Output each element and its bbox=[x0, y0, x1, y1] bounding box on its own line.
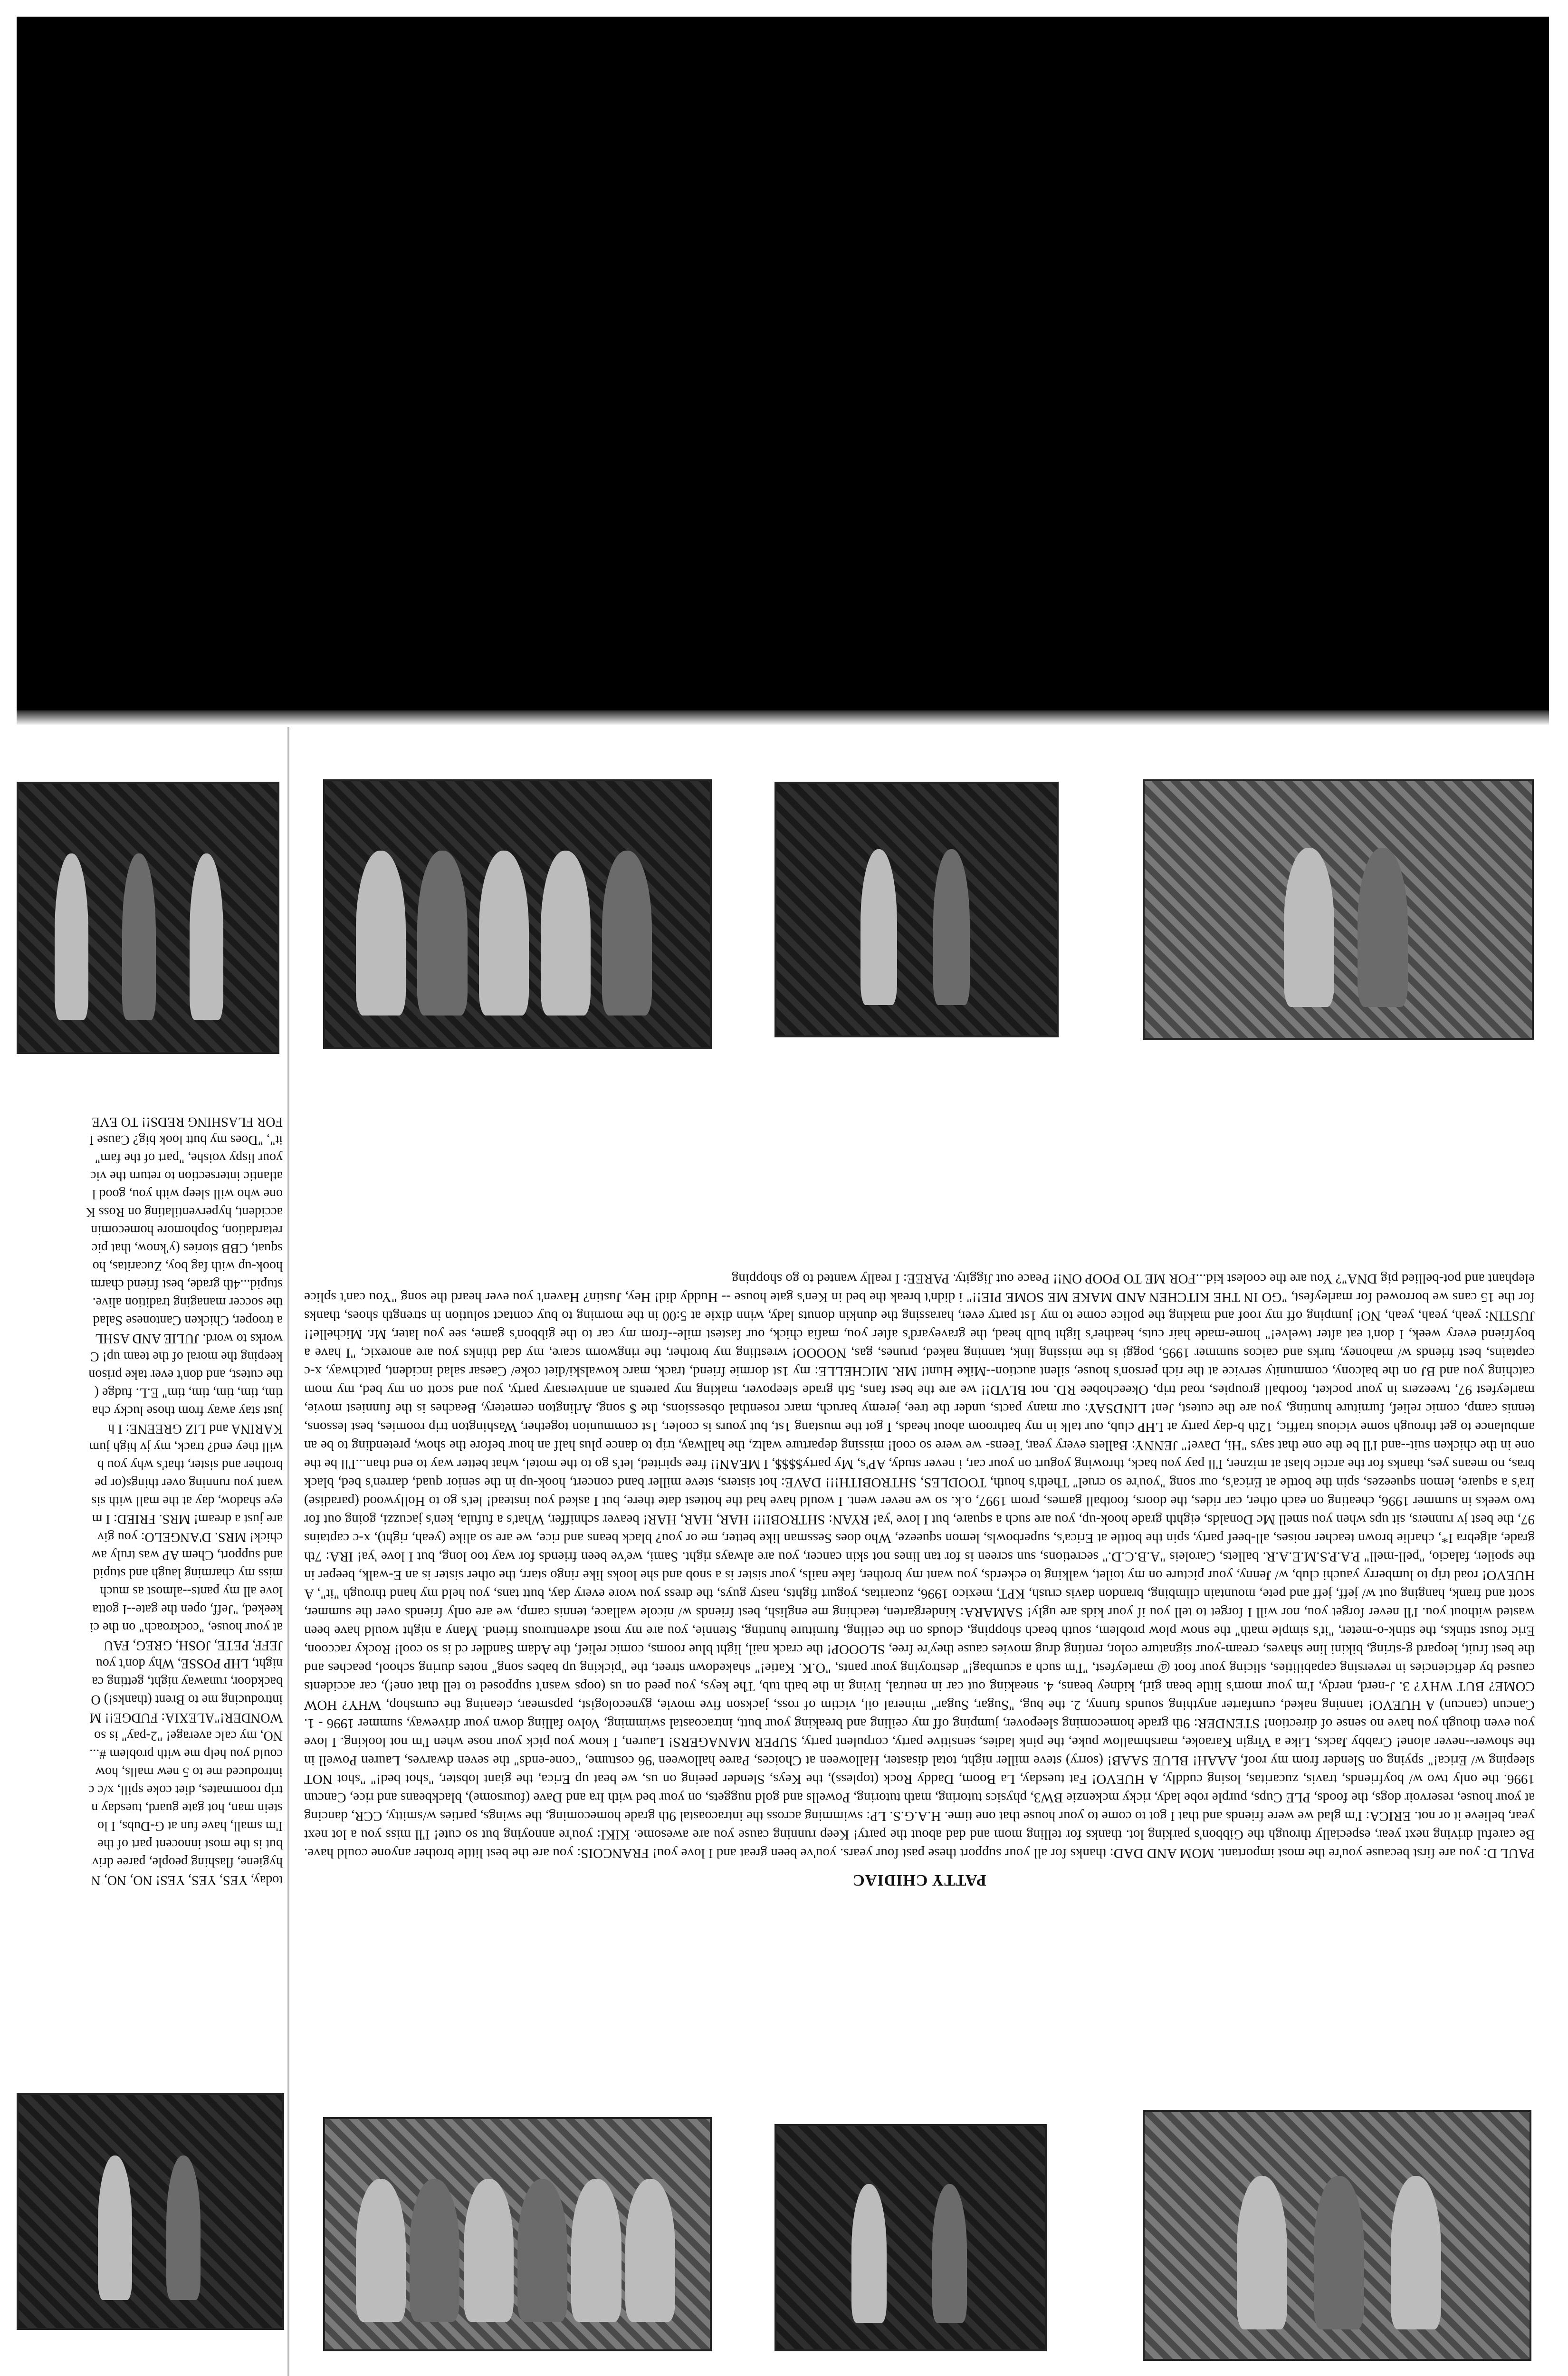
strip-line: the cutest, and don't ever take prison bbox=[88, 1367, 283, 1382]
strip-line: one who will sleep with you, good l bbox=[92, 1187, 283, 1201]
strip-line: retardation, Sophomore homecomin bbox=[91, 1223, 283, 1237]
strip-line: eye shadow, day at the mall with sis bbox=[91, 1494, 283, 1508]
strip-line: are just a dream! MRS. FRIED: I m bbox=[92, 1512, 283, 1526]
strip-line: works to word. JULIE AND ASHL bbox=[95, 1331, 283, 1346]
strip-line: could you help me with problem #... bbox=[89, 1746, 283, 1761]
strip-line: atlantic intersection to return the vic bbox=[90, 1169, 283, 1183]
strip-line: chick! MRS. D'ANGELO: you giv bbox=[97, 1530, 283, 1544]
strip-line: your lispy voishe, "part of the fam" bbox=[95, 1150, 283, 1165]
strip-line: squat, CBB stories (y'know, that pic bbox=[91, 1241, 283, 1255]
strip-line: a trooper, Chicken Cantonese Salad bbox=[93, 1313, 283, 1328]
strip-line: at your house, "cockroach" on the ci bbox=[89, 1620, 283, 1635]
strip-line: miss my charming laugh and stupid bbox=[93, 1566, 283, 1581]
left-strip-text bbox=[17, 1043, 283, 1889]
photo-group-top bbox=[323, 779, 712, 1049]
strip-line: night, LHP POSSE, Why don't you bbox=[96, 1656, 283, 1671]
photo-couple-top bbox=[1143, 779, 1534, 1040]
dedication-paragraph: PAUL D: you are first because you're the most important. MOM AND DAD: thanks for all your support these past four years. you've been great and I love you! FRANCOIS: you are the best little brother anyone could have. Be careful driving next year, especially through the Gibbon's parking lot. thanks for telling mom and dad about the party! Keep running cause you are awesome. KIKI: you're annoying but so cute! I'll miss you a lot next year, believe it or not. ERICA: I'm glad we were friends and that I got to come to your house that one time. H.A.G.S. LP: swimming across the intracoastal 9th grade homecoming, the swings, parties w/smitty, CCR, dancing at your house, reservoir dogs, the foods, PLE Cups, purple robe lady, ricky mckenzie BW3, physics tutoring, math tutoring, Powells and gold nuggets, on your bed with Ira and Dave (foursome), blackbeans and rice, Cancun 1996. the only two w/ boyfriends, travis, zucaritas, losing cuddly, A HUEVO! Fat tuesday, La Boom, Daddy Rock (topless), the Keys, Slender peeing on us, we beat up Erica, the giant lobster, "shot bed!" "shot NOT sleeping w/ Erica!" spying on Slender from my roof, AAAH! BLUE SAAB! (sorry) steve miller night, total disaster, Halloween at Choices, Paree halloween '96 costume, "cone-ends" the seven dwarves, Lauren Powell in the shower--never alone! Crabby Jacks, Like a Virgin Karaoke, marshmallow puke, the pink ladies, sensitive party, corpulent party, SUPER MANAGERS! Lauren, I know you pick your nose when I'm not looking. I love you even though you have no sense of direction! STENDER: 9th grade homecoming sleepover, jumping off my ceiling and breaking your butt, intracoastal swimming, Volvo falling down your driveway, summer 1996 - 1. Cancun (cancun) A HUEVO! tanning naked, cumfarter anything sounds funny, 2. the bug, "Sugar, Sugar" mineral oil, victim of ross, jackson five movie, gynecologist, papsmear, cleaning the cumshop, WHY? HOW COME? BUT WHY? 3. J-nerd, nerdy, I'm your mom's little bean girl, kidney beans, 4. sneaking out car in neutral, living in the bath tub, The keys, you peed on us (oops wasn't supposed to tell that one!), car accidents caused by deficiencies in reversing capabilities, slicing your foot @ marleyfest, "I'm such a scumbag!" destroying your pants, "O.K. Katie!" shakedown street, the "picking up babes song" notes during school, peaches and the best fruit, leopard g-string, bikini line shaves, cream-your signature color, renting drug movies cause they're free, SLOOOP! the crack nail, light blue rooms, comic relief, the Adam Sandler cd is so cool! Rocky raccoon, Eric foust stinks, the stink-o-meter, "it's simple math" the snow plow problem, south beach shopping, clouds on the ceiling, furniture hunting, Stennie, you are my most adventurous friend. Many a night would have been wasted without you. I'll never forget you, nor will I forget to tell you if your kids are ugly! SAMARA: kindergarten, teaching me english, best friends w/ nicole wallace, tennis camp, we are only friends over the summer, scott and frank, hanging out w/ jeff, jeff and pete, mountain climbing, brandon davis crush, KPT, mexico 1996, zucaritas, yogurt fights, nasty guys, the dress you wore every day, butt tans, you held my hand through "it", A HUEVO! road trip to lumberry yauchi club, w/ Jenny, your picture on my toilet, walking to eckerds, you want my brother, fake nails, your sister is a snob and she looks like ringo starr, the other sister is an E-walk, beeper in the spoiler, falacio, "pell-mell" P.A.P.S.M.E.A.R. ballets, Caroleis "A.B.C.D." secretions, sun screen is for tan lines not skin cancer, you are always right. Sami, we've been friends for way too long, but I love 'ya! IRA: 7th grade, algebra I*, charlie brown teacher noises, all-beef party, spin the bottle at Erica's, superbowls, lemon squeeze, Who does Sessman like better, me or you? black beans and rice, we are so alike (yeah, right), x-c captains 97, the best jv runners, sit ups when you smell Mc Donalds, eighth grade hook-up, you are such a square, but I love 'ya! RYAN: SHTROBI!!! HAR, HAR, HAR! beaver schniffer, What's a fufula, ken's jacuzzi, going out for two weeks in summer 1996, cheating on each other, car rides, the doors, football games, prom 1997, o.k. so we never went. I would have had the hottest date there, but I asked you instead! let's go to Hollywood (paradise) Ira's a square, lemon squeezes, spin the bottle at Erica's, our song "you're so cruel" Theth's houth, TOODLES, SHTROBITH!!! DAVE: hot sisters, steve miller band concert, hook-up in the senior quad, darren's bed, black bras, no means yes, thanks for the arctic blast at mizner, I'll pay you back, throwing yogurt on your car, i never study, AP's, My party$$$$, I MEAN!! free spirited, let's go to the motel, what better way to end than...I'll be the one in the chicken suit--and I'll be the one that says "Hi, Dave!" JENNY: Ballets every year, Teens- we were so cool! missing departure waltz, the hallway, trip to dance plus half an hour before the show, pretending to be an ambulance to get through some vicious traffic, 12th b-day party at LHP club, our talk in my bathroom about heads, I got the mustang 1st, but yours is cooler, 1st communion together, Washington trip roomies, best lessons, tennis camp, comic relief, furniture hunting, you are the cutest, Jen! LINDSAY: our many pacts, under the tree, jeremy baruch, marc rosenthal obsessions, the $ song, Arlington cemetery, Beaches is the funniest movie, marleyfest 97, tweezers in your pocket, football groupies, road trip, Okeechobee RD. not BLVD!! we are the best fans, 5th grade sleepover, making my parents an anniversary party, you and scott on my bed, my mom catching you and BJ on the balcony, community service at the rich person's house, silent auction--Mike Hunt! MR. MICHELLE: my 1st dormie friend, track, marc kowalski/diet coke/ Caesar salad incident, patchway, x-c captains, best friends w/ mahoney, turks and caicos summer 1995, poggi is the missing link, tanning naked, prunes, gas, NOOOO! wrestling my brother, the ringworm scare, my dad thinks you are anorexic, "I have a boyfriend every week, I don't eat after twelve!" home-made hair cuts, heather's light bulb head, the graveyard's after you, mafia chick, our fastest mile--from my car to the gibbon's game, see you later, Mr. Michelle!! JUSTIN: yeah, yeah, yeah, NO! jumping off my roof and making the police come to my 1st party ever, harassing the dunkin donuts lady, winn dixie at 5:00 in the morning to buy contact solution in strength shoes, thanks for the 15 cans we borrowed for marleyfest, "GO IN THE KITCHEN AND MAKE ME SOME PIE!!" i didn't break the bed in Ken's gate house -- Huddy did! Hey, Justin? Haven't you ever heard the song "You can't splice elephant and pot-bellied pig DNA"? You are the coolest kid...FOR ME TO POOP ON!! Peace out Jiggity. PAREE: I really wanted to go shopping bbox=[304, 1271, 1535, 1861]
photo-group-bottom bbox=[323, 2117, 712, 2351]
strip-line: backdoor, runaway night, getting ca bbox=[92, 1674, 283, 1689]
strip-line: hook-up with fag boy, Zucaritas, ho bbox=[92, 1259, 283, 1274]
strip-line: trip roommates, diet coke spill, x/c c bbox=[88, 1782, 283, 1797]
strip-line: but is the most innocent part of the bbox=[97, 1837, 283, 1851]
strip-line: keeked, "Jeff, open the gate--I gotta bbox=[92, 1602, 283, 1617]
strip-line: NO, my calc average! "2-pay" is so bbox=[94, 1728, 283, 1743]
photo-left-strip-bottom bbox=[17, 2093, 284, 2330]
upside-down-text-block bbox=[304, 1043, 1535, 1889]
strip-line: WONDER!"ALEXIA: FUDGE!! M bbox=[89, 1710, 283, 1725]
strip-line: and support, Chem AP was truly aw bbox=[91, 1548, 283, 1562]
page-gutter bbox=[287, 727, 289, 2376]
strip-line: accident, hyperventilating on Ross K bbox=[86, 1205, 283, 1219]
strip-line: will they end? track, my jv high jum bbox=[89, 1439, 283, 1454]
strip-line: I'm small, have fun at G-Dubs, I lo bbox=[97, 1819, 283, 1833]
photo-left-strip-top bbox=[17, 782, 279, 1054]
strip-line: stupid...4th grade, best friend charm bbox=[90, 1277, 283, 1292]
strip-line: tim, tim, tim, tim, tim" E.L. fudge ( bbox=[94, 1385, 283, 1400]
strip-line: JEFF, PETE, JOSH, GREG, FAU bbox=[104, 1638, 283, 1653]
strip-line: stein man, hot gate guard, tuesday n bbox=[91, 1801, 283, 1815]
strip-line: want you running over things(or pe bbox=[95, 1475, 283, 1490]
page-title: PATTY CHIDIAC bbox=[852, 1871, 986, 1889]
strip-line: it", "Does my butt look big? Cause I bbox=[89, 1132, 283, 1147]
strip-line: keeping the moral of the team up! C bbox=[90, 1349, 283, 1364]
strip-line: introducing me to Brent (thanks!) O bbox=[91, 1692, 283, 1707]
strip-line: hygiene, flashing people, paree driv bbox=[92, 1855, 283, 1869]
photo-pair-top bbox=[774, 782, 1059, 1037]
strip-line: FOR FLASHING REDS!! TO EVE bbox=[92, 1114, 283, 1129]
strip-line: the soccer managing tradition alive. bbox=[92, 1295, 283, 1310]
photo-friends-bottom bbox=[1143, 2110, 1531, 2361]
strip-line: KARINA and LIZ GREENE: I h bbox=[108, 1421, 283, 1436]
strip-line: love all my pants--almost as much bbox=[100, 1584, 283, 1599]
strip-line: today, YES, YES, YES! NO, NO, N bbox=[91, 1873, 283, 1887]
strip-line: brother and sister, that's why you b bbox=[97, 1457, 283, 1472]
photo-pair-bottom bbox=[774, 2124, 1047, 2351]
black-cover-area bbox=[17, 17, 1549, 718]
fold-line bbox=[17, 710, 1549, 725]
strip-line: just stay away from those lucky cha bbox=[92, 1403, 283, 1418]
strip-line: introduced me to 5 new malls, how bbox=[95, 1764, 283, 1779]
